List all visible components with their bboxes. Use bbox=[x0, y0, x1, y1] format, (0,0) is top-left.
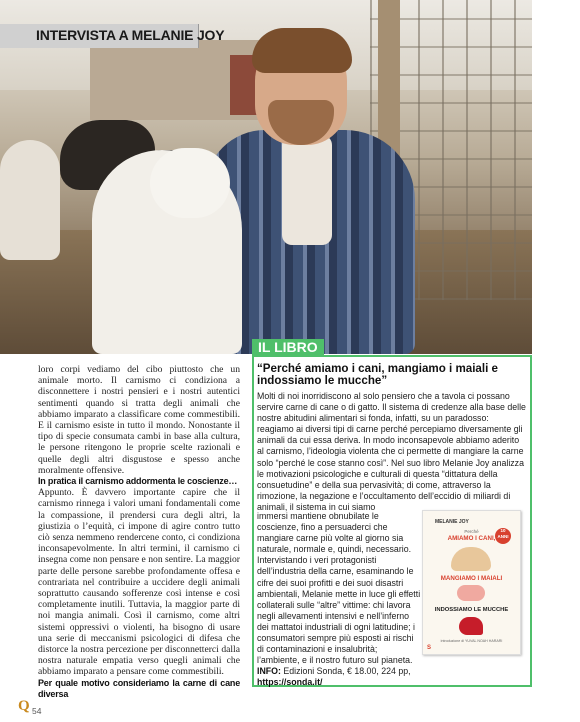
book-author: MELANIE JOY bbox=[435, 519, 469, 525]
book-title-line3: INDOSSIAMO LE MUCCHE bbox=[434, 607, 509, 613]
book-cover bbox=[422, 510, 521, 655]
book-box-tail-text: immersi mantiene obnubilate le coscienze, fino a persuaderci che mangiare carne più volte al giorno sia naturale, normale e, quindi, necessario. Intervistando i veri protagonisti dell’industria della carne, esaminando le cifre dei suoi profitti e dei suoi disastri ambientali, Melanie mette in luce gli effetti collaterali sulle “altre” vittime: chi lavora negli allevamenti intensivi e nell’inferno dei mattatoi industriali di ogni latitudine; i consumatori sempre più esposti ai rischi di contaminazioni e insalubrità; l’ambiente, e il nostro futuro sul pianeta. bbox=[257, 511, 421, 666]
book-box-label: IL LIBRO bbox=[252, 339, 324, 356]
book-box-paragraph: Molti di noi inorridiscono al solo pensiero che a tavola ci possano servire carne di cane o di gatto. Il sistema di credenze alla base delle nostre abitudini alimentari si fonda, infatti, su un paradosso: reagiamo ai diversi tipi di carne perché percepiamo diversamente gli animali da cui essa deriva. In modo inconsapevole abbiamo aderito al carnismo, l’ideologia violenta che ci permette di mangiare la carne solo “perché le cose stanno così”. Nel suo libro Melanie Joy analizza le motivazioni psicologiche e culturali di questa “dittatura della consuetudine” e della sua pervasività; di come, attraverso la rimozione, la negazione e l’occultamento dell’eccidio di miliardi di animali, il sistema in cui siamo bbox=[257, 391, 526, 512]
section-tab bbox=[0, 24, 225, 48]
anniversary-badge bbox=[495, 528, 511, 544]
info-label: INFO: bbox=[257, 666, 281, 677]
book-box-title: “Perché amiamo i cani, mangiamo i maiali e indossiamo le mucche” bbox=[257, 362, 498, 388]
book-title-line2: MANGIAMO I MAIALI bbox=[440, 575, 503, 582]
photo-man-hair bbox=[252, 28, 352, 73]
badge-number: 10 bbox=[500, 528, 506, 533]
book-box-paragraph-tail bbox=[257, 511, 421, 689]
interview-question: In pratica il carnismo addormenta le coscienze… bbox=[38, 476, 238, 487]
photo-goat-white bbox=[0, 140, 60, 260]
info-text: Edizioni Sonda, € 18.00, 224 pp, bbox=[283, 666, 411, 677]
badge-text: ANNI bbox=[497, 534, 509, 539]
photo-man-tee bbox=[282, 135, 332, 245]
book-intro-credit: introduzione di YUVAL NOAH HARARI bbox=[440, 639, 503, 643]
photo-dog-head bbox=[150, 148, 230, 218]
dog-illustration bbox=[451, 547, 491, 571]
section-tab-label: INTERVISTA A MELANIE JOY bbox=[36, 27, 225, 43]
info-link[interactable]: https://sonda.it/ bbox=[257, 677, 323, 688]
page-number: 54 bbox=[32, 706, 42, 716]
book-box-body bbox=[257, 391, 527, 513]
interview-question: Per quale motivo consideriamo la carne di cane diversa bbox=[38, 677, 240, 699]
publisher-logo: S bbox=[427, 645, 432, 651]
hero-photo bbox=[0, 0, 532, 354]
pig-illustration bbox=[457, 585, 485, 601]
shoe-illustration bbox=[459, 617, 483, 635]
article-paragraph: loro corpi vediamo del cibo piuttosto che un animale morto. Il carnismo ci condiziona a disconnettere i nostri pensieri e i nostri autentici sentimenti quando si tratta degli animali che abbiamo imparato a classificare come commestibili. E il carnismo esiste in tutto il mondo. Nonostante il tipo di specie consumata cambi in base alla cultura, le persone ritengono le proprie scelte razionali e quelle degli altri disgustose e spesso anche moralmente offensive. bbox=[38, 364, 240, 476]
book-title-pre: Perché bbox=[464, 529, 479, 534]
book-box-tail bbox=[257, 511, 421, 689]
magazine-logo: Q bbox=[18, 698, 30, 714]
article-paragraph: Appunto. È davvero importante capire che il carnismo rinnega i valori umani fondamentali come la compassione, il prendersi cura degli altri, la giustizia o l’equità, ci impone di agire contro tutto ciò senza nemmeno rendercene conto, ci condiziona inconsapevolmente. In altri termini, il carnismo ci insegna come non pensare e non sentire. La maggior parte delle persone sarebbe profondamente offesa e contrariata nel contribuire a uccidere degli animali soprattutto causando sofferenze così intense e così completamente inutili. Tuttavia, la maggior parte di noi mangia animali. Così il carnismo, come altri sistemi oppressivi o violenti, ha bisogno di usare una serie di meccanismi psicologici di difesa che distorce la nostra percezione per disconnetterci dalla nostra naturale empatia verso quegli animali che abbiamo imparato a pensare come commestibili. bbox=[38, 487, 240, 678]
article-left-column bbox=[38, 364, 240, 700]
book-title-line1: AMIAMO I CANI, bbox=[447, 535, 496, 542]
